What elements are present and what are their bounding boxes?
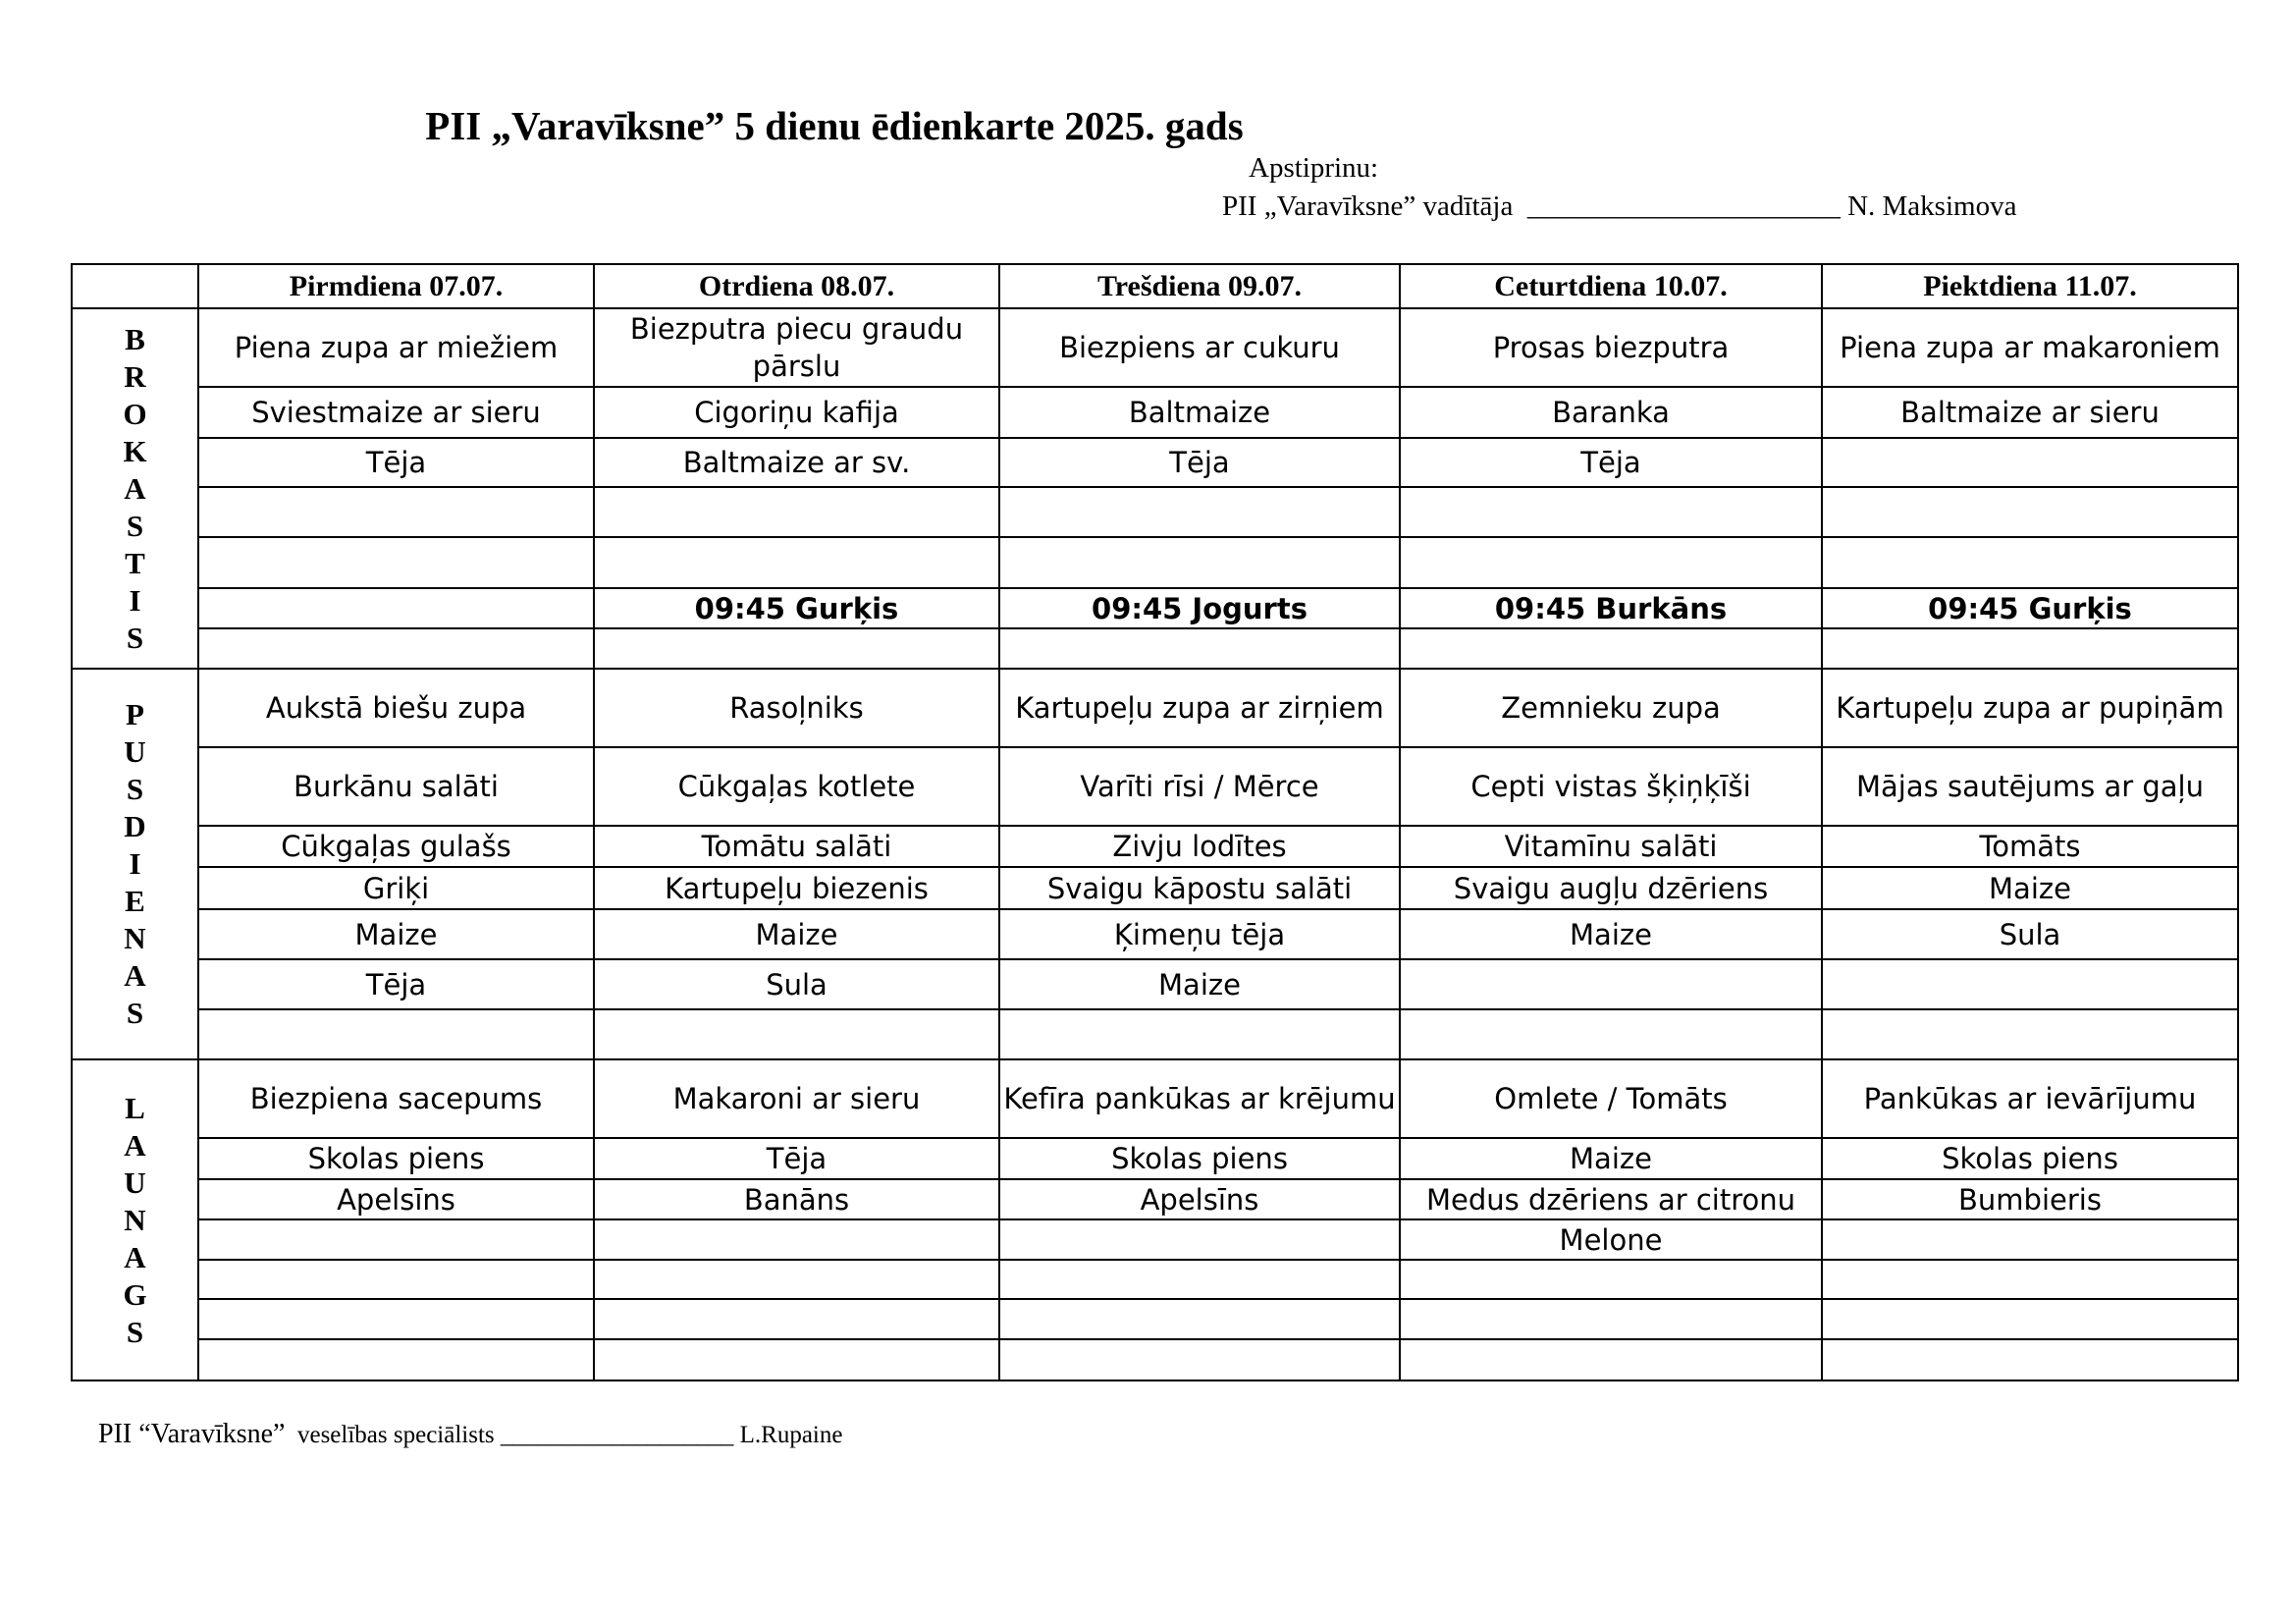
menu-cell: 09:45 Gurķis	[594, 588, 999, 628]
menu-cell	[999, 1009, 1400, 1059]
menu-cell: Cūkgaļas kotlete	[594, 747, 999, 826]
page-title: PII „Varavīksne” 5 dienu ēdienkarte 2025. gads	[425, 103, 1244, 148]
menu-row	[72, 308, 2238, 387]
meal-label-letter: A	[124, 1239, 146, 1274]
menu-cell: 09:45 Burkāns	[1400, 588, 1822, 628]
menu-cell	[1400, 1009, 1822, 1059]
menu-cell	[594, 1299, 999, 1339]
menu-cell	[198, 487, 594, 537]
menu-cell: Griķi	[198, 867, 594, 909]
menu-cell	[198, 628, 594, 669]
menu-cell	[594, 537, 999, 588]
menu-cell: Varīti rīsi / Mērce	[999, 747, 1400, 826]
menu-row	[72, 747, 2238, 826]
menu-cell: Skolas piens	[999, 1138, 1400, 1179]
menu-cell	[1400, 1260, 1822, 1299]
menu-row	[72, 909, 2238, 959]
menu-cell: Apelsīns	[999, 1179, 1400, 1219]
menu-cell	[198, 1009, 594, 1059]
menu-cell	[198, 588, 594, 628]
day-header-row	[72, 264, 2238, 308]
menu-cell	[1822, 438, 2238, 487]
menu-cell: Biezputra piecu graudu pārslu	[594, 308, 999, 387]
meal-label-letter: O	[123, 396, 147, 431]
menu-cell: Tēja	[198, 959, 594, 1009]
approval-label: Apstiprinu:	[1249, 152, 1379, 184]
meal-label-letter: N	[124, 921, 146, 955]
menu-cell: Svaigu augļu dzēriens	[1400, 867, 1822, 909]
meal-label-letter: A	[124, 958, 146, 993]
day-header: Pirmdiena 07.07.	[198, 264, 594, 308]
meal-label-letter: I	[129, 582, 141, 618]
menu-body	[72, 308, 2238, 1380]
menu-cell: Sviestmaize ar sieru	[198, 387, 594, 438]
meal-label-letter: I	[129, 846, 141, 881]
menu-cell	[999, 1219, 1400, 1260]
menu-cell: Maize	[198, 909, 594, 959]
menu-cell: Tomāts	[1822, 826, 2238, 867]
day-header: Trešdiena 09.07.	[999, 264, 1400, 308]
menu-cell: Baltmaize ar sv.	[594, 438, 999, 487]
meal-label-letter: S	[126, 620, 144, 655]
menu-cell: Rasoļniks	[594, 669, 999, 747]
menu-cell	[999, 1299, 1400, 1339]
menu-row	[72, 487, 2238, 537]
menu-cell: Kefīra pankūkas ar krējumu	[999, 1059, 1400, 1138]
menu-cell	[1822, 1009, 2238, 1059]
menu-row	[72, 1059, 2238, 1138]
meal-label-letter: E	[125, 884, 145, 918]
meal-label-letter: A	[124, 470, 146, 506]
menu-cell: Banāns	[594, 1179, 999, 1219]
meal-label-letter: T	[125, 545, 145, 580]
menu-cell: Tomātu salāti	[594, 826, 999, 867]
menu-row	[72, 438, 2238, 487]
meal-label-letter: S	[126, 772, 144, 806]
meal-label-letter: B	[125, 321, 145, 356]
footer-signature	[98, 1418, 842, 1452]
menu-cell: Sula	[1822, 909, 2238, 959]
menu-cell	[1400, 1339, 1822, 1380]
menu-cell: Maize	[1822, 867, 2238, 909]
menu-cell	[999, 537, 1400, 588]
meal-label-letter: P	[126, 697, 144, 731]
menu-cell	[999, 628, 1400, 669]
menu-row	[72, 387, 2238, 438]
menu-cell: Zemnieku zupa	[1400, 669, 1822, 747]
menu-cell: Kartupeļu biezenis	[594, 867, 999, 909]
menu-cell: Ķimeņu tēja	[999, 909, 1400, 959]
menu-cell: Kartupeļu zupa ar zirņiem	[999, 669, 1400, 747]
menu-cell: Tēja	[1400, 438, 1822, 487]
menu-cell: Vitamīnu salāti	[1400, 826, 1822, 867]
menu-row	[72, 826, 2238, 867]
menu-cell: Zivju lodītes	[999, 826, 1400, 867]
menu-cell: Tēja	[999, 438, 1400, 487]
corner-cell	[72, 264, 198, 308]
menu-cell	[1822, 537, 2238, 588]
menu-cell	[1822, 1339, 2238, 1380]
menu-cell: Piena zupa ar makaroniem	[1822, 308, 2238, 387]
menu-cell	[1400, 537, 1822, 588]
menu-row	[72, 1339, 2238, 1380]
menu-cell	[1400, 628, 1822, 669]
menu-cell	[999, 1260, 1400, 1299]
menu-row	[72, 1299, 2238, 1339]
menu-row	[72, 1219, 2238, 1260]
menu-cell: Mājas sautējums ar gaļu	[1822, 747, 2238, 826]
menu-cell: Melone	[1400, 1219, 1822, 1260]
meal-label-letter: R	[124, 358, 146, 394]
menu-cell	[1822, 628, 2238, 669]
meal-label-brokastis	[72, 308, 198, 669]
menu-cell: Aukstā biešu zupa	[198, 669, 594, 747]
menu-cell	[1400, 1299, 1822, 1339]
menu-cell	[594, 1339, 999, 1380]
menu-cell	[198, 1219, 594, 1260]
menu-cell: Maize	[999, 959, 1400, 1009]
menu-cell: Prosas biezputra	[1400, 308, 1822, 387]
meal-label-letter: S	[126, 508, 144, 543]
menu-cell	[594, 487, 999, 537]
menu-cell	[594, 1260, 999, 1299]
menu-table	[71, 263, 2239, 1381]
menu-cell: Medus dzēriens ar citronu	[1400, 1179, 1822, 1219]
menu-cell: Maize	[1400, 1138, 1822, 1179]
menu-cell: Skolas piens	[1822, 1138, 2238, 1179]
menu-cell: Tēja	[594, 1138, 999, 1179]
menu-cell: Biezpiens ar cukuru	[999, 308, 1400, 387]
menu-cell: Cigoriņu kafija	[594, 387, 999, 438]
menu-cell	[594, 628, 999, 669]
meal-label-letter: K	[123, 433, 147, 468]
menu-cell: Sula	[594, 959, 999, 1009]
menu-cell	[594, 1219, 999, 1260]
meal-label-launags	[72, 1059, 198, 1380]
menu-cell	[1822, 1260, 2238, 1299]
day-header: Otrdiena 08.07.	[594, 264, 999, 308]
menu-cell: Biezpiena sacepums	[198, 1059, 594, 1138]
meal-label-pusdienas	[72, 669, 198, 1059]
menu-cell: Kartupeļu zupa ar pupiņām	[1822, 669, 2238, 747]
menu-cell: Svaigu kāpostu salāti	[999, 867, 1400, 909]
meal-label-letter: G	[123, 1276, 147, 1312]
menu-cell	[1400, 487, 1822, 537]
menu-cell	[1822, 1299, 2238, 1339]
menu-row	[72, 537, 2238, 588]
day-header: Ceturtdiena 10.07.	[1400, 264, 1822, 308]
menu-cell: Makaroni ar sieru	[594, 1059, 999, 1138]
menu-cell: Baranka	[1400, 387, 1822, 438]
menu-row	[72, 1179, 2238, 1219]
footer-org: PII “Varavīksne”	[98, 1419, 286, 1449]
menu-row	[72, 1009, 2238, 1059]
menu-cell: Baltmaize ar sieru	[1822, 387, 2238, 438]
menu-cell: 09:45 Gurķis	[1822, 588, 2238, 628]
approver-signature-line: PII „Varavīksne” vadītāja ______________________ N. Maksimova	[1222, 190, 2017, 222]
menu-row	[72, 1138, 2238, 1179]
menu-cell: Apelsīns	[198, 1179, 594, 1219]
meal-label-letter: D	[124, 809, 146, 843]
menu-cell	[198, 1339, 594, 1380]
meal-label-letter: S	[126, 1314, 144, 1349]
menu-cell: 09:45 Jogurts	[999, 588, 1400, 628]
menu-cell: Cūkgaļas gulašs	[198, 826, 594, 867]
meal-label-letter: S	[126, 996, 144, 1030]
menu-cell	[1822, 1219, 2238, 1260]
menu-cell: Omlete / Tomāts	[1400, 1059, 1822, 1138]
menu-row	[72, 588, 2238, 628]
menu-cell: Maize	[594, 909, 999, 959]
menu-cell: Burkānu salāti	[198, 747, 594, 826]
meal-label-letter: U	[124, 734, 146, 769]
menu-cell	[198, 1299, 594, 1339]
menu-row	[72, 628, 2238, 669]
menu-cell	[1822, 487, 2238, 537]
day-header: Piektdiena 11.07.	[1822, 264, 2238, 308]
footer-role: veselības speciālists ___________________ L.Rupaine	[285, 1422, 843, 1448]
menu-cell: Skolas piens	[198, 1138, 594, 1179]
menu-cell	[594, 1009, 999, 1059]
menu-cell	[1400, 959, 1822, 1009]
menu-cell: Baltmaize	[999, 387, 1400, 438]
menu-cell	[999, 1339, 1400, 1380]
menu-cell	[1822, 959, 2238, 1009]
menu-cell: Cepti vistas šķiņķīši	[1400, 747, 1822, 826]
menu-cell: Bumbieris	[1822, 1179, 2238, 1219]
meal-label-letter: U	[124, 1164, 146, 1200]
menu-row	[72, 1260, 2238, 1299]
menu-cell: Piena zupa ar miežiem	[198, 308, 594, 387]
menu-cell	[198, 1260, 594, 1299]
menu-row	[72, 867, 2238, 909]
meal-label-letter: L	[125, 1090, 145, 1125]
menu-cell: Pankūkas ar ievārījumu	[1822, 1059, 2238, 1138]
menu-row	[72, 669, 2238, 747]
menu-cell	[999, 487, 1400, 537]
meal-label-letter: A	[124, 1127, 146, 1163]
menu-cell: Tēja	[198, 438, 594, 487]
menu-cell: Maize	[1400, 909, 1822, 959]
meal-label-letter: N	[124, 1202, 146, 1237]
menu-row	[72, 959, 2238, 1009]
menu-cell	[198, 537, 594, 588]
